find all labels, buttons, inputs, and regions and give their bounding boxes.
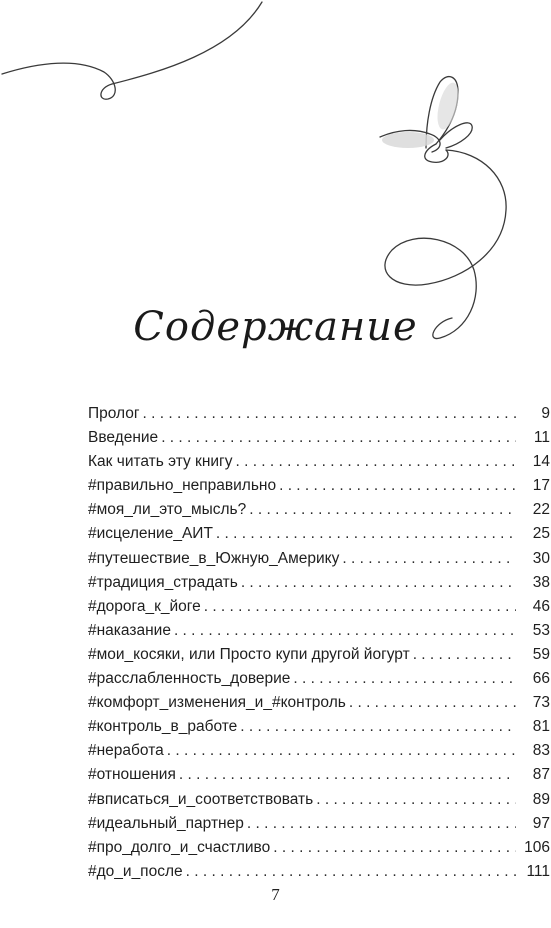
toc-entry-title: #комфорт_изменения_и_#контроль [88,694,346,712]
toc-entry[interactable] [88,742,550,766]
toc-entry-page: 73 [532,694,550,712]
toc-entry-page: 97 [532,814,550,832]
toc-entry[interactable] [88,791,550,815]
toc-entry-page: 11 [533,429,550,447]
toc-entry-title: #неработа [88,742,164,760]
toc-entry-title: #традиция_страдать [88,573,238,591]
toc-entry[interactable] [88,550,550,574]
toc-entry[interactable] [88,501,550,525]
toc-entry-page: 59 [532,645,550,663]
toc-entry-page: 38 [532,573,550,591]
toc-entry-title: #расслабленность_доверие [88,670,291,688]
dot-leader [342,550,516,568]
toc-entry-page: 25 [532,525,550,543]
dot-leader [143,405,516,423]
toc-entry[interactable] [88,815,550,839]
toc-entry[interactable] [88,525,550,549]
toc-entry-title: #вписаться_и_соответствовать [88,790,314,808]
toc-entry[interactable] [88,574,550,598]
dot-leader [240,718,516,736]
toc-entry-title: #правильно_неправильно [88,477,277,495]
dot-leader [249,501,516,519]
toc-entry[interactable] [88,766,550,790]
toc-entry-page: 9 [541,405,550,422]
toc-entry-page: 22 [532,501,550,519]
toc-entry[interactable] [88,670,550,694]
toc-entry[interactable] [88,694,550,718]
toc-entry-page: 106 [524,838,550,856]
table-of-contents [88,405,550,887]
dot-leader [161,429,516,447]
dot-leader [349,694,516,712]
toc-entry-page: 81 [532,718,550,736]
toc-entry[interactable] [88,646,550,670]
dot-leader [247,815,516,833]
toc-entry-title: #дорога_к_йоге [88,597,201,615]
toc-entry[interactable] [88,622,550,646]
toc-entry-page: 87 [532,766,550,784]
dot-leader [186,863,516,881]
toc-entry-page: 30 [532,549,550,567]
toc-entry[interactable] [88,839,550,863]
toc-entry-title: #идеальный_партнер [88,814,244,832]
toc-entry-page: 53 [532,621,550,639]
toc-entry-title: #до_и_после [88,862,183,880]
toc-entry-page: 14 [532,453,550,471]
toc-entry[interactable] [88,718,550,742]
page-number: 7 [271,885,280,904]
dot-leader [167,742,516,760]
toc-entry-title: #моя_ли_это_мысль? [88,501,247,519]
dot-leader [235,453,516,471]
dot-leader [273,839,516,857]
dot-leader [316,791,516,809]
page-title: Содержание [133,304,418,350]
toc-entry[interactable] [88,405,550,429]
dot-leader [241,574,516,592]
toc-entry-page: 17 [532,477,550,495]
toc-entry-title: Как читать эту книгу [88,453,233,471]
toc-entry-title: #про_долго_и_счастливо [88,838,271,856]
toc-entry-title: #мои_косяки, или Просто купи другой йогурт [88,645,410,663]
dot-leader [204,598,516,616]
toc-entry-title: #путешествие_в_Южную_Америку [88,549,340,567]
toc-entry-title: #отношения [88,766,176,784]
dot-leader [293,670,516,688]
toc-entry-page: 46 [532,597,550,615]
toc-entry-title: #контроль_в_работе [88,718,238,736]
toc-entry[interactable] [88,863,550,887]
toc-entry-page: 83 [532,742,550,760]
toc-entry-page: 89 [532,790,550,808]
toc-entry[interactable] [88,477,550,501]
dot-leader [413,646,516,664]
toc-entry-title: #наказание [88,621,171,639]
dot-leader [179,766,516,784]
toc-entry-page: 111 [526,862,550,880]
toc-entry[interactable] [88,598,550,622]
toc-entry-title: Пролог [88,405,140,422]
toc-entry[interactable] [88,429,550,453]
toc-entry-title: Введение [88,429,159,447]
toc-entry-title: #исцеление_АИТ [88,525,213,543]
dot-leader [279,477,516,495]
dot-leader [174,622,516,640]
dot-leader [216,525,516,543]
toc-entry[interactable] [88,453,550,477]
toc-entry-page: 66 [532,670,550,688]
